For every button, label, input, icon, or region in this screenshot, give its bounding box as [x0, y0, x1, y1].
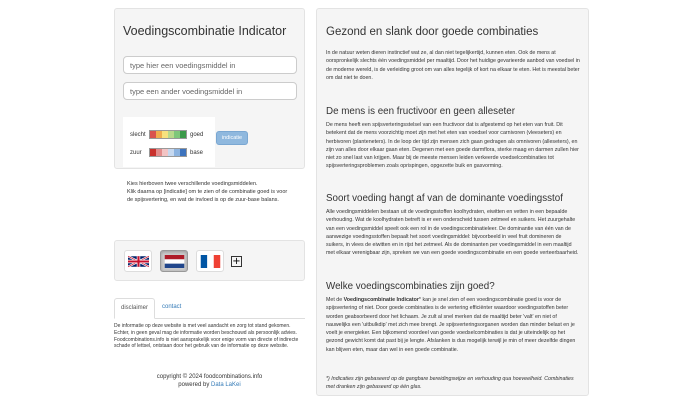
- digestion-swatch-6: [180, 131, 186, 138]
- article-intro: In de natuur weten dieren instinctief wat ze, al dan niet tegelijkertijd, kunnen eten. Ook de mens at oorspronkelijk slechts één voedingsmiddel per maaltijd. Door het huidige gevarieerde aanbod van voedsel in de moderne wereld, is de verleiding groot om van alles tegelijk of kort na elkaar te eten. Het is meestal beter om dat niet te doen.: [326, 50, 580, 81]
- indicate-button[interactable]: indicatie: [216, 131, 248, 145]
- legend: [123, 117, 215, 167]
- disclaimer-text: De informatie op deze website is met veel aandacht en zorg tot stand gekomen. Echter, in geen geval mag de informatie worden beschouwd als persoonlijk advies. Foodcombinations.info is niet aansprakelijk voor enige vorm van directe of indirecte schade of lettsel, ontstaan door het gebruik van de informatie op deze website.: [114, 323, 299, 350]
- language-french-button[interactable]: [196, 250, 224, 272]
- powered-by-link[interactable]: Data LaKei: [211, 382, 241, 388]
- footnote: *) Indicaties zijn gebaseerd op de gangbare bereidingswijze en verhouding qua hoeveelheid. Combinaties met dranken zijn gebaseerd op één glas.: [326, 376, 574, 391]
- dutch-flag-icon: [164, 255, 185, 268]
- help-line-1: Kies hierboven twee verschillende voedingsmiddelen.: [127, 181, 258, 187]
- section-1-title: De mens is een fructivoor en geen alleseter: [326, 106, 515, 117]
- legend-acid-base-scale: [149, 148, 187, 157]
- add-language-button[interactable]: +: [232, 256, 241, 267]
- powered-by: [114, 381, 305, 389]
- app-title: Voedingscombinatie Indicator: [123, 24, 287, 38]
- section-3-prefix: Met de: [326, 297, 344, 303]
- food-input-1[interactable]: [123, 56, 297, 74]
- legend-acid-label: zuur: [130, 149, 142, 156]
- legend-base-label: base: [190, 149, 204, 156]
- section-2-title: Soort voeding hangt af van de dominante voedingsstof: [326, 193, 563, 204]
- tab-disclaimer[interactable]: disclaimer: [114, 298, 155, 319]
- legend-row-digestion: [130, 130, 203, 139]
- section-3-title: Welke voedingscombinaties zijn goed?: [326, 281, 495, 292]
- french-flag-icon: [200, 255, 221, 268]
- legend-digestion-scale: [149, 130, 187, 139]
- language-dutch-button[interactable]: [160, 250, 188, 272]
- section-3-rest: * kan je snel zien of een voedingscombinatie goed is voor de spijsvertering of niet. Door goede combinaties is de vertering efficiënter waardoor voedingsstoffen beter worden geabsorbeerd door het lichaam. Je zult al snel merken dat de maaltijd beter 'valt' en niet of nauwelijks een 'uitbulkdip' met zich mee brengt. Je spijsverteringsorganen worden dan minder belast en je voelt je energieker. Een bijkomend voordeel van goede voedselcombinaties is dat je uiteindelijk op het gezond gewicht komt dat past bij je lengte. Afslanken is dus mogelijk terwijl je min of meer dezelfde dingen kan blijven eten, maar dan wel in een goede combinatie.: [326, 297, 576, 353]
- info-tabs: [114, 298, 305, 319]
- legend-row-acid-base: [130, 148, 203, 157]
- footer: [114, 373, 305, 389]
- help-text: [122, 178, 296, 228]
- help-line-2: Klik daarna op [indicatie] om te zien of de combinatie goed is voor de spijsvertering, en wat de invloed is op de zuur-base balans.: [127, 188, 288, 203]
- tab-contact[interactable]: contact: [162, 304, 182, 310]
- article-panel: [316, 8, 589, 396]
- language-english-button[interactable]: [124, 250, 152, 272]
- language-panel: [114, 240, 305, 281]
- powered-by-label: powered by: [178, 382, 210, 388]
- legend-good-label: goed: [190, 131, 204, 138]
- uk-flag-icon: [128, 255, 149, 268]
- acid-base-swatch-6: [180, 149, 186, 156]
- section-3-bold: Voedingscombinatie Indicator: [343, 297, 419, 303]
- food-input-2[interactable]: [123, 82, 297, 100]
- indicator-panel: [114, 8, 305, 169]
- section-3-text: [326, 296, 581, 354]
- article-title: Gezond en slank door goede combinaties: [326, 26, 539, 38]
- section-2-text: Alle voedingsmiddelen bestaan uit de voedingsstoffen koolhydraten, eiwitten en vetten in een bepaalde verhouding. Wat de koolhydraten betreft is er een onderscheid tussen zetmeel en suikers. Het zuurgehalte van een voedingsmiddel speelt ook een rol in de voedingscombinatieleer. De dominantie van één van de aanwezige voedingsstoffen bepaalt het soort voedingsmiddel: bijvoorbeeld in veel fruit domineren de suikers, in vlees de eiwitten en in rijst het zetmeel. Als de dominanten per voedingsmiddel in een maaltijd met elkaar verenigbaar zijn, spreken we van een goede voedingscombinatie en een goede verteerbaarheid.: [326, 209, 579, 257]
- legend-bad-label: slecht: [130, 131, 146, 138]
- section-1-text: De mens heeft een spijsverteringsstelsel van een fructivoor dat is afgestemd op het eten van fruit. Dit betekent dat de mens voorzichtig moet zijn met het eten van voedsel voor carnivoren (vleeseters) en herbivoren (planteneters). In de loop der tijd zijn mensen zich gaan gedragen als omnivoren (alleseters), en zijn van alles door elkaar gaan eten. Degenen met een goede darmflora, sterke maag en darmen zullen hier niet zo snel last van krijgen. Maar bij de meeste mensen leiden verkeerde voedselcombinaties tot spijsverteringsproblemen zoals oprispingen, opgezette buik en gasvorming.: [326, 122, 579, 170]
- copyright-text: copyright © 2024 foodcombinations.info: [156, 374, 263, 380]
